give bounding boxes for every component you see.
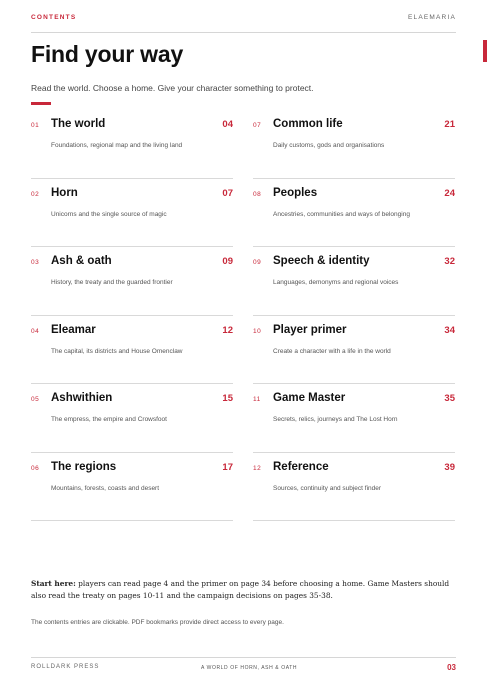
entry-page-number: 32 — [444, 256, 455, 267]
entry-description: Unicorns and the single source of magic — [51, 210, 167, 218]
entry-title: Peoples — [273, 186, 318, 199]
entry-page-number: 07 — [222, 187, 233, 199]
entry-description: Daily customs, gods and organisations — [273, 142, 385, 149]
entry-page-number: 04 — [222, 119, 233, 130]
toc-entry-reference[interactable] — [253, 457, 455, 526]
contents-list — [31, 114, 455, 525]
publisher-name: ROLLDARK PRESS — [31, 664, 100, 670]
toc-entry-common-life[interactable] — [253, 114, 455, 183]
entry-page-number: 09 — [222, 256, 233, 267]
running-header — [31, 14, 456, 26]
toc-entry-horn[interactable] — [31, 183, 233, 252]
entry-number: 08 — [253, 190, 262, 198]
entry-number: 02 — [31, 190, 40, 198]
entry-description: Mountains, forests, coasts and desert — [51, 484, 160, 492]
entry-page-number: 35 — [444, 393, 455, 404]
entry-number: 03 — [31, 259, 40, 266]
entry-page-number: 12 — [222, 324, 233, 336]
navigation-note: The contents entries are clickable. PDF bookmarks provide direct access to every page. — [31, 619, 284, 626]
entry-title: Eleamar — [51, 323, 96, 336]
entry-number: 05 — [31, 396, 40, 403]
toc-entry-peoples[interactable] — [253, 183, 455, 252]
page-edge-tab — [483, 40, 487, 62]
entry-page-number: 17 — [222, 461, 233, 473]
entry-description: Foundations, regional map and the living land — [51, 142, 183, 149]
entry-description: The capital, its districts and House Omenclaw — [51, 347, 183, 355]
start-here-note — [31, 578, 455, 602]
entry-number: 04 — [31, 327, 40, 335]
entry-description: The empress, the empire and Crowsfoot — [51, 416, 167, 423]
page-number: 03 — [447, 663, 456, 672]
entry-description: Ancestries, communities and ways of belonging — [273, 210, 410, 218]
entry-page-number: 21 — [444, 119, 455, 130]
entry-description: Sources, continuity and subject finder — [273, 484, 382, 492]
toc-entry-ashwithien[interactable] — [31, 388, 233, 457]
toc-entry-player-primer[interactable] — [253, 320, 455, 389]
entry-page-number: 15 — [222, 393, 233, 404]
entry-page-number: 34 — [444, 324, 455, 336]
entry-description: Secrets, relics, journeys and The Lost Horn — [273, 416, 398, 423]
entry-page-number: 24 — [444, 187, 455, 199]
page-subtitle: Read the world. Choose a home. Give your character something to protect. — [31, 83, 314, 93]
entry-number: 11 — [253, 396, 261, 403]
page-title: Find your way — [31, 41, 184, 67]
entry-page-number: 39 — [444, 461, 455, 473]
entry-title: Horn — [51, 186, 78, 199]
start-here-text: players can read page 4 and the primer on page 34 before choosing a home. Game Masters should also read the treaty on pages 10-11 and the campaign decisions on pages 35-38. — [31, 579, 450, 601]
section-kicker: CONTENTS — [31, 14, 77, 21]
entry-number: 06 — [31, 464, 40, 472]
toc-entry-ash-and-oath[interactable] — [31, 251, 233, 320]
entry-title: Player primer — [273, 323, 347, 336]
toc-entry-the-world[interactable] — [31, 114, 233, 183]
entry-title: The regions — [51, 460, 117, 473]
entry-title: Speech & identity — [273, 255, 370, 267]
entry-title: Game Master — [273, 392, 346, 404]
series-title: A WORLD OF HORN, ASH & OATH — [201, 665, 298, 671]
entry-title: Reference — [273, 460, 329, 473]
footer-divider — [31, 657, 456, 658]
entry-number: 01 — [31, 122, 40, 129]
entry-number: 10 — [253, 327, 262, 335]
brand-name: ELAEMARIA — [407, 14, 456, 21]
entry-title: Common life — [273, 118, 343, 130]
entry-number: 09 — [253, 259, 262, 266]
start-here-label: Start here: — [31, 579, 76, 589]
entry-number: 07 — [253, 122, 262, 129]
toc-entry-the-regions[interactable] — [31, 457, 233, 526]
entry-title: Ash & oath — [51, 255, 112, 267]
entry-number: 12 — [253, 464, 262, 472]
toc-entry-speech-and-identity[interactable] — [253, 251, 455, 320]
entry-description: Create a character with a life in the world — [273, 347, 391, 355]
entry-title: The world — [51, 118, 106, 130]
header-divider — [31, 32, 456, 33]
entry-title: Ashwithien — [51, 392, 113, 404]
toc-entry-eleamar[interactable] — [31, 320, 233, 389]
accent-bar — [31, 102, 51, 105]
toc-entry-game-master[interactable] — [253, 388, 455, 457]
entry-description: Languages, demonyms and regional voices — [273, 279, 399, 286]
entry-description: History, the treaty and the guarded frontier — [51, 279, 173, 286]
